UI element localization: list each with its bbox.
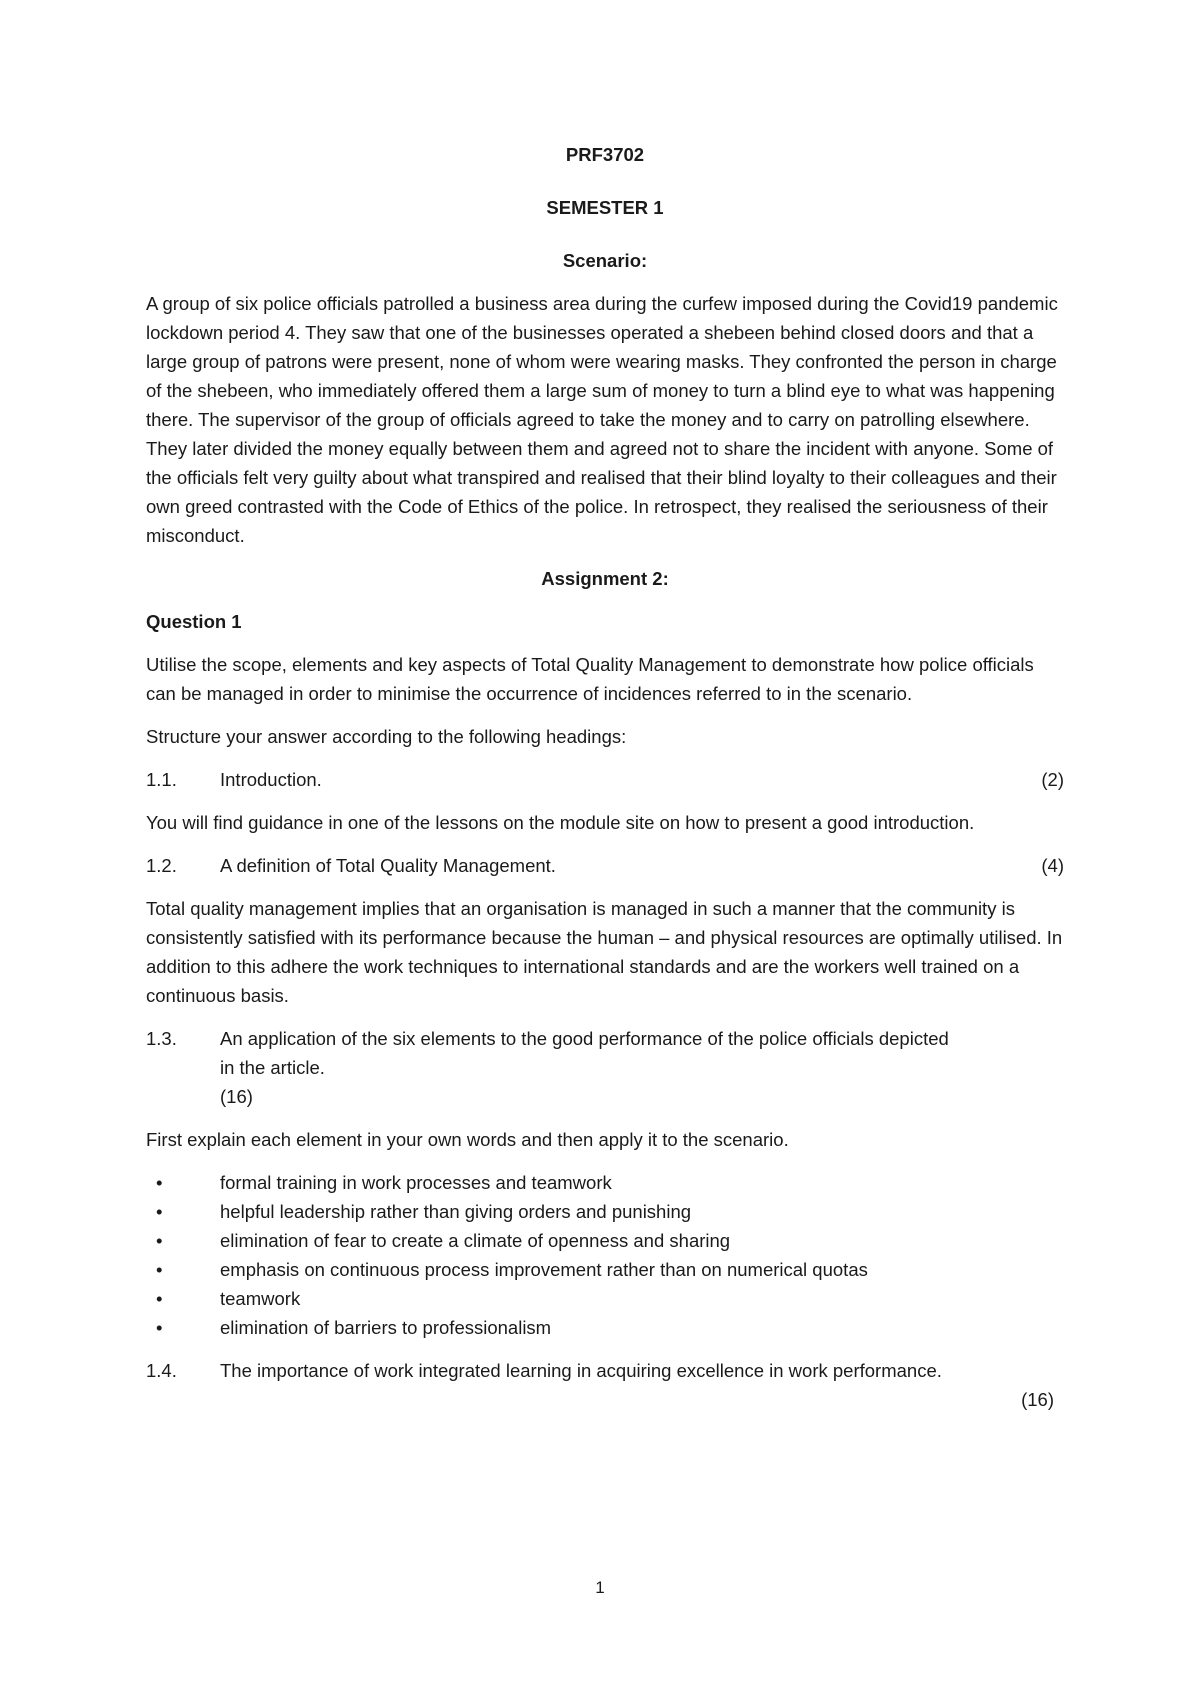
item-text <box>220 1024 1064 1111</box>
item-text-line1: An application of the six elements to the good performance of the police officials depicted <box>220 1028 949 1049</box>
tqm-definition: Total quality management implies that an organisation is managed in such a manner that the community is consistently satisfied with its performance because the human – and physical resources are optimally utilised. In addition to this adhere the work techniques to international standards and are the workers well trained on a continuous basis. <box>146 898 1063 1006</box>
item-marks: (4) <box>1041 855 1064 876</box>
item-text-line2-row <box>220 1053 1064 1111</box>
bullet-icon: • <box>156 1259 163 1280</box>
assignment-heading: Assignment 2: <box>541 568 669 589</box>
item-number: 1.4. <box>146 1360 177 1381</box>
bullet-icon: • <box>156 1230 163 1251</box>
elements-list <box>146 1168 1064 1342</box>
heading-item-1-1 <box>146 765 1064 794</box>
list-item: • teamwork <box>146 1284 1064 1313</box>
semester-heading: SEMESTER 1 <box>546 197 664 218</box>
item-number: 1.1. <box>146 769 177 790</box>
document-page <box>146 140 1064 1414</box>
item-text: A definition of Total Quality Management. <box>220 855 556 876</box>
heading-item-1-3 <box>146 1024 1064 1111</box>
page-number: 1 <box>595 1578 605 1597</box>
question-text: Utilise the scope, elements and key aspects of Total Quality Management to demonstrate how police officials can be managed in order to minimise the occurrence of incidences referred to in the scenario. <box>146 654 1034 704</box>
scenario-heading: Scenario: <box>562 250 648 271</box>
bullet-icon: • <box>156 1201 163 1222</box>
bullet-icon: • <box>156 1172 163 1193</box>
item-marks: (16) <box>1021 1389 1054 1410</box>
bullet-icon: • <box>156 1288 163 1309</box>
item-number: 1.3. <box>146 1028 177 1049</box>
structure-note: Structure your answer according to the following headings: <box>146 726 627 747</box>
course-code: PRF3702 <box>565 144 645 165</box>
item-marks: (16) <box>220 1086 253 1107</box>
heading-item-1-2 <box>146 851 1064 880</box>
item-text-line2: in the article. <box>220 1057 325 1078</box>
question-heading: Question 1 <box>146 611 242 632</box>
list-item: • elimination of barriers to professionalism <box>146 1313 1064 1342</box>
list-item: • elimination of fear to create a climate of openness and sharing <box>146 1226 1064 1255</box>
bullet-icon: • <box>156 1317 163 1338</box>
scenario-text: A group of six police officials patrolled a business area during the curfew imposed during the Covid19 pandemic lockdown period 4. They saw that one of the businesses operated a shebeen behind closed doors and that a large group of patrons were present, none of whom were wearing masks. They confronted the person in charge of the shebeen, who immediately offered them a large sum of money to turn a blind eye to what was happening there. The supervisor of the group of officials agreed to take the money and to carry on patrolling elsewhere. They later divided the money equally between them and agreed not to share the incident with anyone. Some of the officials felt very guilty about what transpired and realised that their blind loyalty to their colleagues and their own greed contrasted with the Code of Ethics of the police. In retrospect, they realised the seriousness of their misconduct. <box>146 293 1058 546</box>
guidance-text: You will find guidance in one of the lessons on the module site on how to present a good introduction. <box>146 812 975 833</box>
heading-item-1-4 <box>146 1356 1064 1385</box>
list-item: • emphasis on continuous process improvement rather than on numerical quotas <box>146 1255 1064 1284</box>
item-text: Introduction. <box>220 769 322 790</box>
list-item: • helpful leadership rather than giving orders and punishing <box>146 1197 1064 1226</box>
item-number: 1.2. <box>146 855 177 876</box>
item-text: The importance of work integrated learning in acquiring excellence in work performance. <box>220 1360 942 1381</box>
list-item: • formal training in work processes and teamwork <box>146 1168 1064 1197</box>
item-marks: (2) <box>1041 769 1064 790</box>
explain-instruction: First explain each element in your own words and then apply it to the scenario. <box>146 1129 789 1150</box>
